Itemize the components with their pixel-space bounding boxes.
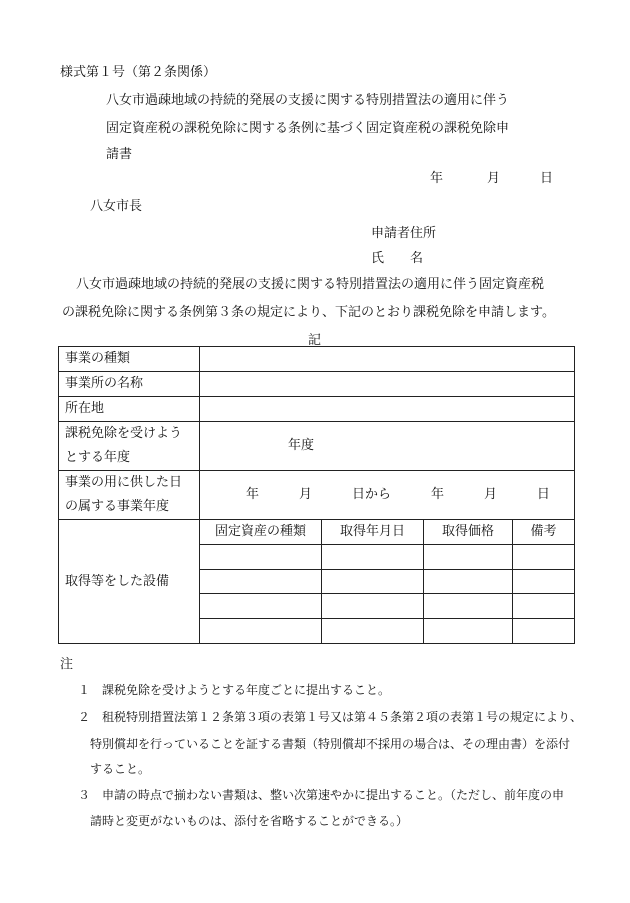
row-location <box>59 397 575 422</box>
note-2-line1: ２ 租税特別措置法第１２条第３項の表第１号又は第４５条第２項の表第１号の規定により、 <box>78 710 583 724</box>
equipment-cell[interactable] <box>322 594 424 619</box>
note-2-line2: 特別償却を行っていることを証する書類（特別償却不採用の場合は、その理由書）を添付 <box>90 737 571 751</box>
note-3-line2: 請時と変更がないものは、添付を省略することができる。） <box>90 814 409 828</box>
period-day2: 日 <box>536 487 550 502</box>
business-type-field[interactable] <box>200 347 575 372</box>
ki-heading: 記 <box>308 333 322 348</box>
body-text-line2: の課税免除に関する条例第３条の規定により、下記のとおり課税免除を申請します。 <box>62 305 555 320</box>
row-equipment-header <box>59 520 575 545</box>
location-label: 所在地 <box>59 397 200 422</box>
fiscal-year-label-line2: の属する事業年度 <box>65 499 170 514</box>
equipment-cell[interactable] <box>200 570 322 594</box>
period-year1: 年 <box>246 487 260 502</box>
fiscal-year-field[interactable] <box>200 471 575 520</box>
form-number: 様式第１号（第２条関係） <box>60 65 217 80</box>
date-year-label: 年 <box>430 171 444 186</box>
addressee: 八女市長 <box>90 199 143 214</box>
period-row <box>206 483 568 507</box>
note-3-line1: ３ 申請の時点で揃わない書類は、整い次第速やかに提出すること。（ただし、前年度の申 <box>78 788 565 802</box>
office-name-field[interactable] <box>200 372 575 397</box>
note-2-line3: すること。 <box>90 762 151 776</box>
row-exempt-year <box>59 422 575 471</box>
date-month-label: 月 <box>487 171 501 186</box>
equipment-cell[interactable] <box>200 545 322 570</box>
applicant-address-label: 申請者住所 <box>371 226 437 241</box>
equipment-cell[interactable] <box>322 570 424 594</box>
equipment-cell[interactable] <box>424 570 513 594</box>
col-header-asset-type: 固定資産の種類 <box>200 520 322 545</box>
equipment-cell[interactable] <box>513 594 575 619</box>
equipment-cell[interactable] <box>513 570 575 594</box>
body-text-line1: 八女市過疎地域の持続的発展の支援に関する特別措置法の適用に伴う固定資産税 <box>76 277 545 292</box>
fiscal-year-label <box>59 471 200 520</box>
equipment-cell[interactable] <box>513 545 575 570</box>
col-header-acquired-price: 取得価格 <box>424 520 513 545</box>
document-title-line2: 固定資産税の課税免除に関する条例に基づく固定資産税の課税免除申 <box>106 121 510 136</box>
fiscal-year-label-line1: 事業の用に供した日 <box>65 475 183 490</box>
exempt-year-label <box>59 422 200 471</box>
document-title-line3: 請書 <box>106 147 133 162</box>
period-year2: 年 <box>430 487 444 502</box>
date-day-label: 日 <box>540 171 554 186</box>
equipment-cell[interactable] <box>200 619 322 644</box>
equipment-cell[interactable] <box>424 619 513 644</box>
equipment-cell[interactable] <box>424 545 513 570</box>
office-name-label: 事業所の名称 <box>59 372 200 397</box>
row-business-type <box>59 347 575 372</box>
exempt-year-field[interactable] <box>200 422 575 471</box>
equipment-cell[interactable] <box>513 619 575 644</box>
equipment-cell[interactable] <box>322 619 424 644</box>
equipment-cell[interactable] <box>424 594 513 619</box>
document-title-line1: 八女市過疎地域の持続的発展の支援に関する特別措置法の適用に伴う <box>106 93 510 108</box>
location-field[interactable] <box>200 397 575 422</box>
period-month2: 月 <box>483 487 497 502</box>
equipment-label: 取得等をした設備 <box>59 520 200 644</box>
nendo-label: 年度 <box>288 438 315 453</box>
exempt-year-label-line2: とする年度 <box>65 450 131 465</box>
business-type-label: 事業の種類 <box>59 347 200 372</box>
col-header-acquired-date: 取得年月日 <box>322 520 424 545</box>
notes-header: 注 <box>60 657 74 672</box>
row-fiscal-year <box>59 471 575 520</box>
period-from: 日から <box>351 487 391 502</box>
note-1: １ 課税免除を受けようとする年度ごとに提出すること。 <box>78 683 391 697</box>
period-month1: 月 <box>298 487 312 502</box>
exempt-year-label-line1: 課税免除を受けよう <box>65 426 183 441</box>
application-table <box>58 346 575 644</box>
applicant-name-label: 氏名 <box>371 251 450 266</box>
equipment-cell[interactable] <box>200 594 322 619</box>
equipment-cell[interactable] <box>322 545 424 570</box>
col-header-remarks: 備考 <box>513 520 575 545</box>
row-office-name <box>59 372 575 397</box>
